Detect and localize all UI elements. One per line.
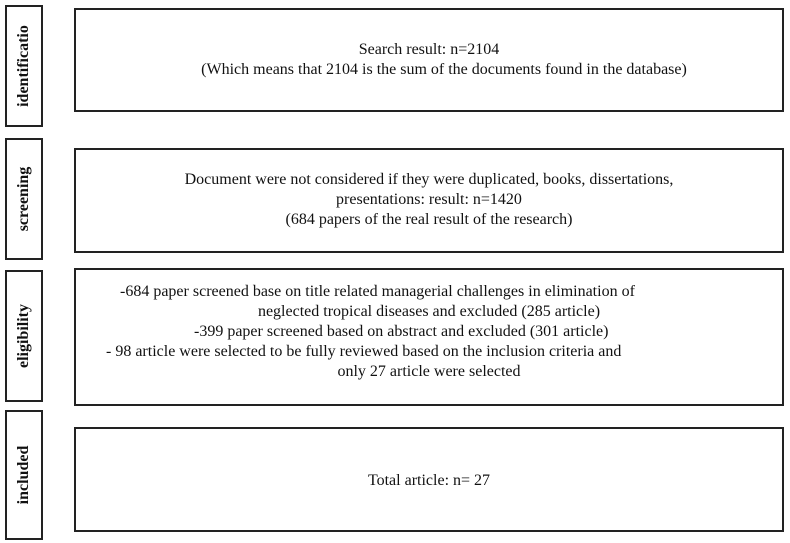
eligibility-full-review: - 98 article were selected to be fully reviewed based on the inclusion criteria and: [106, 343, 622, 360]
eligibility-abstract-screening: -399 paper screened based on abstract and excluded (301 article): [194, 323, 609, 340]
stage-label-text: eligibility: [15, 304, 32, 368]
search-result-note: (Which means that 2104 is the sum of the documents found in the database): [201, 61, 687, 78]
total-articles-text: Total article: n= 27: [367, 472, 491, 489]
stage-label-eligibility: [5, 270, 43, 402]
screening-box: [74, 148, 784, 253]
stage-label-included: [5, 410, 43, 540]
eligibility-final-selected: only 27 article were selected: [337, 363, 521, 380]
eligibility-box: [74, 268, 784, 406]
screening-note-text: (684 papers of the real result of the research): [285, 211, 573, 228]
stage-label-identification: [5, 5, 43, 127]
screening-criteria-text: Document were not considered if they were duplicated, books, dissertations,: [184, 171, 674, 188]
stage-label-text: identificatio: [15, 25, 32, 107]
screening-result-text: presentations: result: n=1420: [336, 191, 522, 208]
eligibility-title-screening: -684 paper screened base on title related managerial challenges in elimination of: [120, 283, 635, 300]
stage-label-screening: [5, 138, 43, 260]
stage-label-text: included: [15, 445, 32, 505]
stage-label-text: screening: [15, 166, 32, 232]
included-box: [74, 427, 784, 532]
identification-box: [74, 8, 784, 112]
eligibility-title-excluded: neglected tropical diseases and excluded (285 article): [257, 303, 601, 320]
search-result-text: Search result: n=2104: [358, 41, 500, 58]
